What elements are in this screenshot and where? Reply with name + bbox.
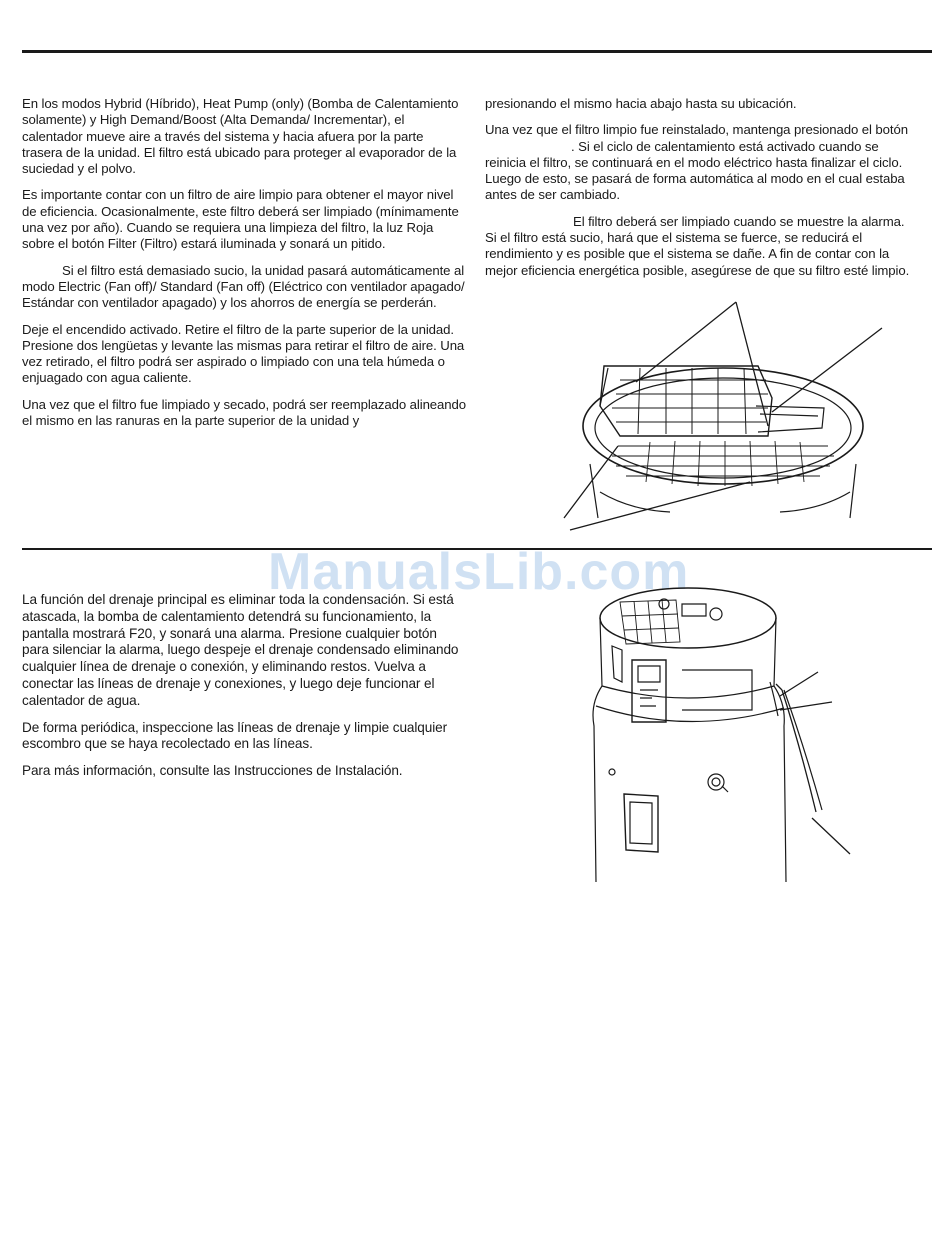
filter-press-paragraph: presionando el mismo hacia abajo hasta su ubicación. (485, 96, 797, 111)
filter-alarm-text: El filtro deberá ser limpiado cuando se muestre la alarma. Si el filtro está sucio, hará que el sistema se fuerce, se reducirá el rendimiento y es posible que el sistema se dañe. A fin de contar con la mejor eficiencia energética posible, asegúrese de que su filtro esté limpio. (485, 213, 910, 278)
filter-removal-illustration (560, 296, 890, 532)
watermark: ManualsLib.com (268, 543, 690, 601)
filter-reset-paragraph (485, 122, 915, 203)
filter-dirty-text: Si el filtro está demasiado sucio, la unidad pasará automáticamente al modo Electric (Fan off)/ Standard (Fan off) (Eléctrico con ventilador apagado/ Estándar con ventilador apagado) y los ahorros de energía se perderán. (22, 262, 465, 311)
drain-illustration (586, 586, 856, 886)
filter-reset-text-b: . Si el ciclo de calentamiento está activado cuando se reinicia el filtro, se continuará en el modo eléctrico hasta finalizar el ciclo. Luego de esto, se pasará de forma automática al modo en el cual estaba antes de ser cambiado. (485, 138, 905, 203)
filter-section-column-right (485, 96, 915, 289)
filter-removal-paragraph: Deje el encendido activado. Retire el filtro de la parte superior de la unidad. Presione dos lengüetas y levante las mismas para retirar el filtro de aire. Una vez retirado, el filtro podrá ser aspirado o limpiado con una tela húmeda o enjuagado con agua caliente. (22, 321, 465, 386)
filter-replace-paragraph: Una vez que el filtro fue limpiado y secado, podrá ser reemplazado alineando el mismo en las ranuras en la parte superior de la unidad y (22, 396, 466, 429)
filter-importance-paragraph: Es importante contar con un filtro de aire limpio para obtener el mayor nivel de eficiencia. Ocasionalmente, este filtro deberá ser limpiado (mínimamente una vez por año). Cuando se requiera una limpieza del filtro, la luz Roja sobre el botón Filter (Filtro) estará iluminada y sonará un pitido. (22, 187, 459, 252)
filter-section-column-left (22, 96, 467, 439)
filter-dirty-paragraph (22, 263, 467, 312)
drain-section-column (22, 592, 467, 790)
filter-intro-paragraph: En los modos Hybrid (Híbrido), Heat Pump (only) (Bomba de Calentamiento solamente) y High Demand/Boost (Alta Demanda/ Incrementar), el calentador mueve aire a través del sistema y hacia afuera por la parte trasera de la unidad. El filtro está ubicado para proteger al evaporador de la suciedad y el polvo. (22, 96, 459, 177)
drain-inspect-paragraph: De forma periódica, inspeccione las líneas de drenaje y limpie cualquier escombro que se haya recolectado en las líneas. (22, 719, 448, 752)
filter-alarm-paragraph (485, 214, 915, 279)
filter-reset-text-a: Una vez que el filtro limpio fue reinstalado, mantenga presionado el botón (485, 122, 908, 138)
drain-info-paragraph: Para más información, consulte las Instrucciones de Instalación. (22, 763, 403, 779)
top-divider (22, 50, 932, 53)
drain-function-paragraph: La función del drenaje principal es eliminar toda la condensación. Si está atascada, la bomba de calentamiento detendrá su funcionamiento, la pantalla mostrará F20, y sonará una alarma. Presione cualquier botón para silenciar la alarma, luego despeje el drenaje condensado eliminando cualquier línea de drenaje o conexión, y eliminando restos. Vuelva a conectar las líneas de drenaje y conexiones, y luego deje funcionar el calentador de agua. (22, 592, 459, 708)
